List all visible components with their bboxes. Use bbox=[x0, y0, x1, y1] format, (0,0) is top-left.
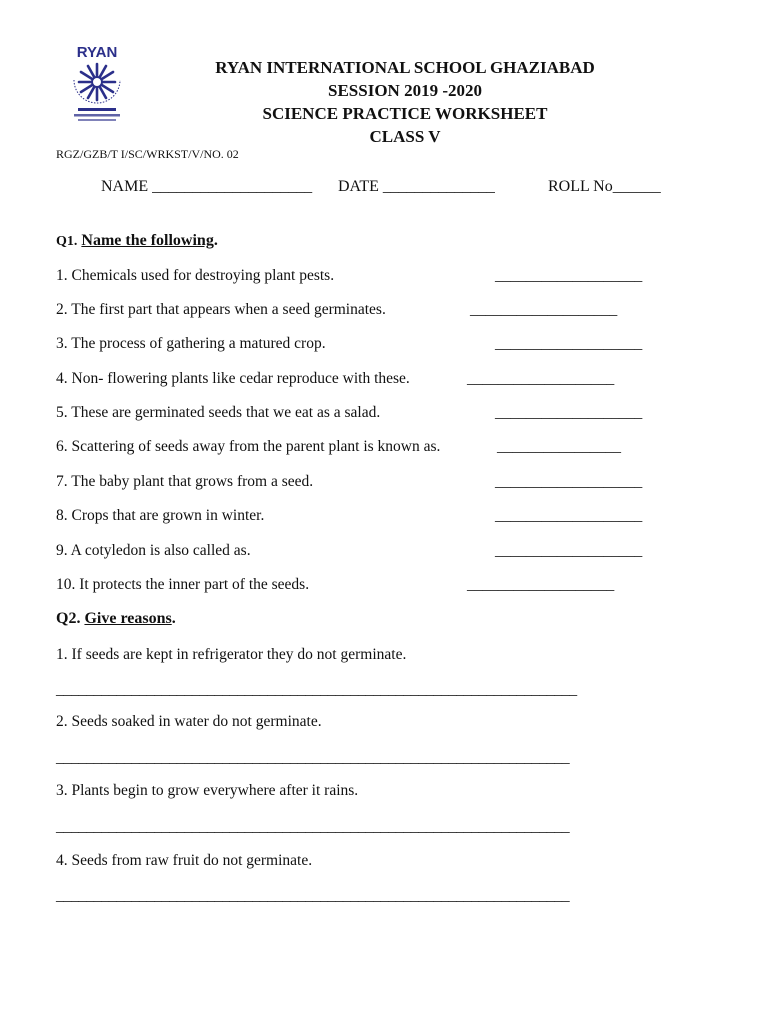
name-field[interactable]: NAME ____________________ bbox=[101, 178, 313, 195]
roll-field[interactable]: ROLL No______ bbox=[548, 178, 661, 195]
q1-answer-5[interactable]: ___________________ bbox=[495, 404, 643, 421]
q1-answer-9[interactable]: ___________________ bbox=[495, 542, 643, 559]
worksheet-title: SCIENCE PRACTICE WORKSHEET bbox=[262, 104, 548, 123]
q2-answer-line-4[interactable]: ____________________________________________________________________ bbox=[56, 887, 570, 904]
q1-item-2: 2. The first part that appears when a seed germinates. bbox=[56, 301, 386, 318]
q1-item-6: 6. Scattering of seeds away from the parent plant is known as. bbox=[56, 438, 441, 455]
q1-heading: Q1. Name the following. bbox=[56, 232, 218, 249]
q1-answer-7[interactable]: ___________________ bbox=[495, 473, 643, 490]
q2-number: Q2. bbox=[56, 610, 81, 627]
q1-answer-8[interactable]: ___________________ bbox=[495, 507, 643, 524]
q1-answer-1[interactable]: ___________________ bbox=[495, 267, 643, 284]
q1-item-3: 3. The process of gathering a matured crop. bbox=[56, 335, 326, 352]
q1-item-7: 7. The baby plant that grows from a seed. bbox=[56, 473, 314, 490]
q2-item-2: 2. Seeds soaked in water do not germinate. bbox=[56, 713, 322, 730]
q1-number: Q1. bbox=[56, 234, 78, 249]
q2-item-1: 1. If seeds are kept in refrigerator they do not germinate. bbox=[56, 646, 407, 663]
q2-answer-line-1[interactable]: _____________________________________________________________________ bbox=[56, 681, 577, 698]
session: SESSION 2019 -2020 bbox=[328, 81, 482, 100]
q1-answer-4[interactable]: ___________________ bbox=[467, 370, 615, 387]
q1-item-8: 8. Crops that are grown in winter. bbox=[56, 507, 265, 524]
q2-title: Give reasons bbox=[84, 610, 172, 627]
q1-item-1: 1. Chemicals used for destroying plant pests. bbox=[56, 267, 335, 284]
q1-item-4: 4. Non- flowering plants like cedar reproduce with these. bbox=[56, 370, 410, 387]
q1-title: Name the following bbox=[81, 232, 214, 249]
q1-answer-3[interactable]: ___________________ bbox=[495, 335, 643, 352]
q2-heading: Q2. Give reasons. bbox=[56, 610, 176, 627]
q2-item-4: 4. Seeds from raw fruit do not germinate. bbox=[56, 852, 313, 869]
q2-answer-line-2[interactable]: ____________________________________________________________________ bbox=[56, 749, 570, 766]
q1-answer-2[interactable]: ___________________ bbox=[470, 301, 618, 318]
q1-item-10: 10. It protects the inner part of the seeds. bbox=[56, 576, 310, 593]
q2-item-3: 3. Plants begin to grow everywhere after it rains. bbox=[56, 782, 359, 799]
school-name: RYAN INTERNATIONAL SCHOOL GHAZIABAD bbox=[215, 58, 595, 77]
school-logo bbox=[64, 42, 130, 124]
q1-answer-10[interactable]: ___________________ bbox=[467, 576, 615, 593]
q1-answer-6[interactable]: ________________ bbox=[497, 438, 621, 455]
date-field[interactable]: DATE ______________ bbox=[338, 178, 495, 195]
class-label: CLASS V bbox=[369, 127, 441, 146]
q2-answer-line-3[interactable]: ____________________________________________________________________ bbox=[56, 818, 570, 835]
reference-code: RGZ/GZB/T I/SC/WRKST/V/NO. 02 bbox=[56, 147, 239, 161]
logo-wordmark: RYAN bbox=[76, 44, 118, 61]
q1-item-5: 5. These are germinated seeds that we eat as a salad. bbox=[56, 404, 381, 421]
q1-item-9: 9. A cotyledon is also called as. bbox=[56, 542, 251, 559]
